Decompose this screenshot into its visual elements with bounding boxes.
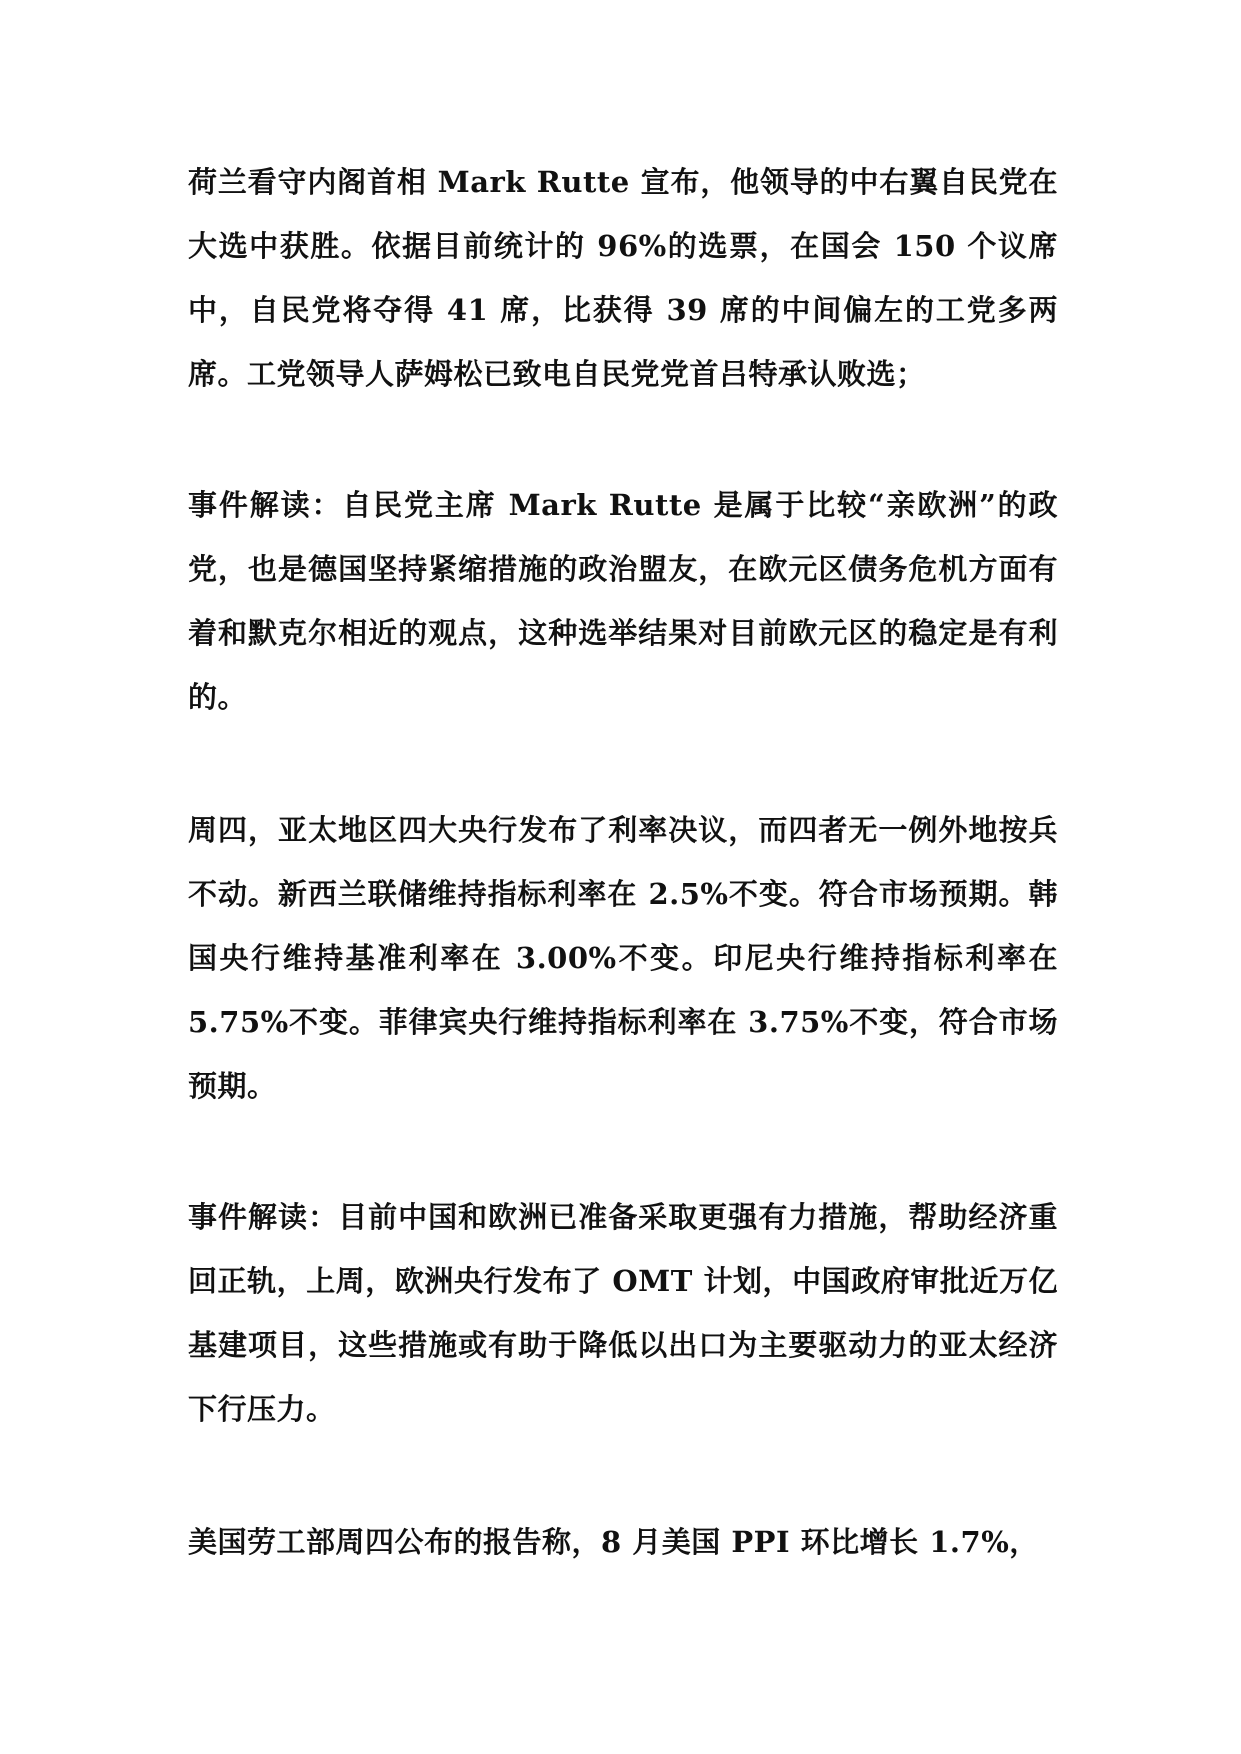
paragraph-election-analysis: 事件解读：自民党主席 Mark Rutte 是属于比较“亲欧洲”的政党，也是德国坚持紧缩措施的政治盟友，在欧元区债务危机方面有着和默克尔相近的观点，这种选举结果对目前欧元区的稳定是有利的。 — [188, 488, 1058, 714]
paragraph-us-ppi: 美国劳工部周四公布的报告称，8 月美国 PPI 环比增长 1.7%， — [188, 1525, 1039, 1559]
paragraph-netherlands-election: 荷兰看守内阁首相 Mark Rutte 宣布，他领导的中右翼自民党在大选中获胜。依据目前统计的 96%的选票，在国会 150 个议席中，自民党将夺得 41 席，比获得 39 席的中间偏左的工党多两席。工党领导人萨姆松已致电自民党党首吕特承认败选； — [188, 165, 1058, 391]
paragraph-asia-pacific-rates: 周四，亚太地区四大央行发布了利率决议，而四者无一例外地按兵不动。新西兰联储维持指标利率在 2.5%不变。符合市场预期。韩国央行维持基准利率在 3.00%不变。印尼央行维持指标利率在 5.75%不变。菲律宾央行维持指标利率在 3.75%不变，符合市场预期。 — [188, 813, 1058, 1103]
paragraph-rates-analysis: 事件解读：目前中国和欧洲已准备采取更强有力措施，帮助经济重回正轨，上周，欧洲央行发布了 OMT 计划，中国政府审批近万亿基建项目，这些措施或有助于降低以出口为主要驱动力的亚太经济下行压力。 — [188, 1200, 1058, 1426]
